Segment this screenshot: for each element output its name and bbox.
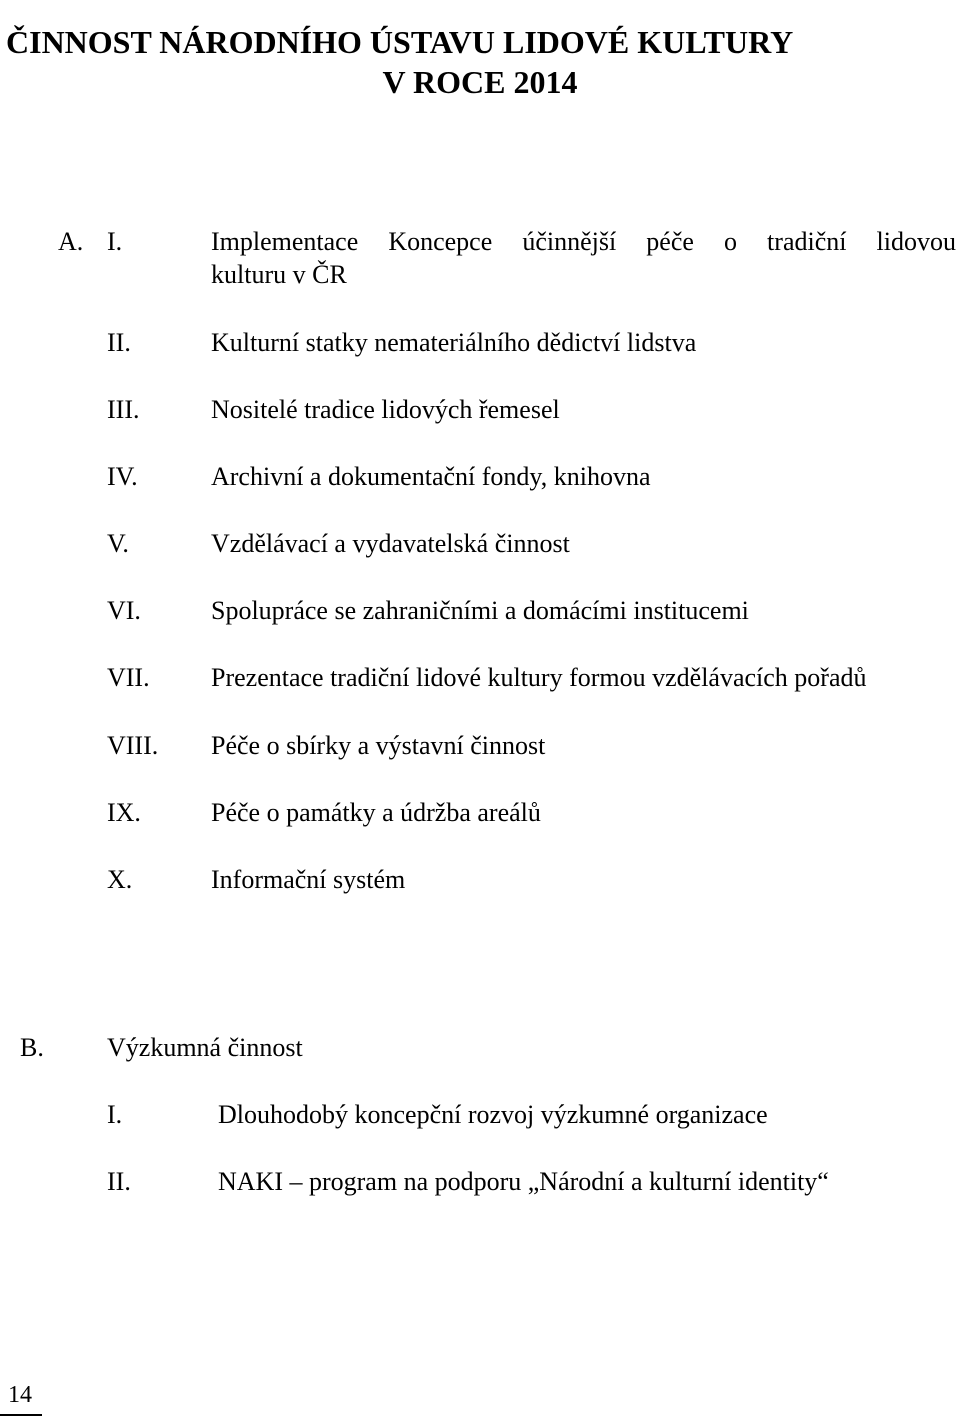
section-a-label: A.: [58, 227, 84, 256]
section-a-item-9-number: IX.: [107, 798, 141, 827]
section-b-item-1-text: Dlouhodobý koncepční rozvoj výzkumné organizace: [218, 1100, 768, 1129]
section-a-item-8-number: VIII.: [107, 731, 159, 760]
section-a-item-10-text: Informační systém: [211, 865, 406, 894]
section-a-item-5-number: V.: [107, 529, 129, 558]
section-b-item-2-text: NAKI – program na podporu „Národní a kulturní identity“: [218, 1167, 829, 1196]
section-b-item-2-number: II.: [107, 1167, 131, 1196]
section-a-item-6-text: Spolupráce se zahraničními a domácími institucemi: [211, 596, 749, 625]
document-title-line-1: ČINNOST NÁRODNÍHO ÚSTAVU LIDOVÉ KULTURY: [6, 24, 794, 60]
page-number-rule: [0, 1414, 42, 1416]
section-a-item-5-text: Vzdělávací a vydavatelská činnost: [211, 529, 570, 558]
section-a-item-3-text: Nositelé tradice lidových řemesel: [211, 395, 560, 424]
section-b-label: B.: [20, 1033, 44, 1062]
section-a-item-4-text: Archivní a dokumentační fondy, knihovna: [211, 462, 651, 491]
section-a-item-8-text: Péče o sbírky a výstavní činnost: [211, 731, 546, 760]
section-a-item-7-number: VII.: [107, 663, 150, 692]
section-a-item-2-number: II.: [107, 328, 131, 357]
section-a-item-9-text: Péče o památky a údržba areálů: [211, 798, 541, 827]
section-a-item-4-number: IV.: [107, 462, 138, 491]
section-a-item-6-number: VI.: [107, 596, 141, 625]
section-b-item-1-number: I.: [107, 1100, 123, 1129]
document-title-line-2: V ROCE 2014: [382, 64, 578, 100]
section-a-item-10-number: X.: [107, 865, 133, 894]
section-a-item-1-number: I.: [107, 227, 123, 256]
section-a-item-7-text: Prezentace tradiční lidové kultury formou vzdělávacích pořadů: [211, 663, 867, 692]
section-a-item-2-text: Kulturní statky nemateriálního dědictví lidstva: [211, 328, 697, 357]
section-a-item-1-text-line-1: Implementace Koncepce účinnější péče o tradiční lidovou: [211, 227, 956, 256]
section-b-title: Výzkumná činnost: [107, 1033, 303, 1062]
section-a-item-3-number: III.: [107, 395, 140, 424]
page-number: 14: [8, 1382, 32, 1408]
section-a-item-1-text-line-2: kulturu v ČR: [211, 260, 347, 289]
